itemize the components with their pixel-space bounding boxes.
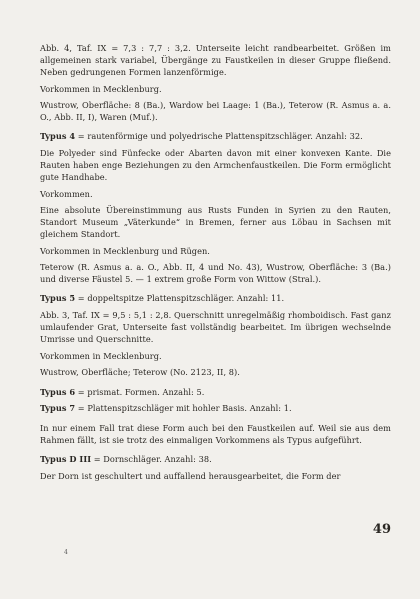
paragraph-text: In nur einem Fall trat diese Form auch bei den Faustkeilen auf. Weil sie aus dem Rahmen fällt, ist sie trotz des einmaligen Vorkommens als Typus aufgeführt. [40,422,391,445]
paragraph-text: Der Dorn ist geschultert und auffallend herausgearbeitet, die Form der [40,471,341,482]
paragraph-text: = prismat. Formen. Anzahl: 5. [75,386,205,397]
paragraph [40,351,391,363]
paragraph [40,246,391,258]
paragraph [40,148,391,184]
paragraph-text: = Plattenspitzschläger mit hohler Basis. Anzahl: 1. [75,402,292,413]
page-number: 49 [372,522,391,537]
paragraph [40,100,391,124]
paragraph [40,131,391,143]
paragraph [40,293,391,305]
paragraph [40,205,391,241]
paragraph-text: Eine absolute Übereinstimmung aus Rusts Funden in Syrien zu den Rauten, Standort Museum „Väterkunde“ in Bremen, ferner aus Löbau in Sachsen mit gleichem Standort. [40,204,391,239]
paragraph-text: Die Polyeder sind Fünfecke oder Abarten davon mit einer konvexen Kante. Die Rauten haben enge Beziehungen zu den Armchenfaustkeilen. Die Form ermöglicht gute Handhabe. [40,148,391,183]
paragraph-text: Wustrow, Oberfläche: 8 (Ba.), Wardow bei Laage: 1 (Ba.), Teterow (R. Asmus a. a. O., Abb. II, I), Waren (Muf.). [40,99,391,122]
paragraph-text: = Dornschläger. Anzahl: 38. [91,454,212,465]
footnote-mark: 4 [64,549,68,556]
paragraph [40,387,391,399]
paragraph-text: Teterow (R. Asmus a. a. O., Abb. II, 4 und No. 43), Wustrow, Oberfläche: 3 (Ba.) und diverse Fäustel 5. — 1 extrem große Form von Wittow (Stral.). [40,261,391,284]
paragraph [40,84,391,96]
paragraph-text: Vorkommen in Mecklenburg. [40,83,162,94]
paragraph-text: Vorkommen in Mecklenburg und Rügen. [40,245,210,256]
type-heading: Typus 7 [40,402,76,413]
paragraph-text: Abb. 3, Taf. IX = 9,5 : 5,1 : 2,8. Querschnitt unregelmäßig rhomboidisch. Fast ganz umlaufender Grat, Unterseite fast vollständig bearbeitet. Im übrigen wechselnde Umrisse und Querschnitte. [40,310,391,345]
paragraph-text: Abb. 4, Taf. IX = 7,3 : 7,7 : 3,2. Unterseite leicht randbearbeitet. Größen im allgemeinen stark variabel, Übergänge zu Faustkeilen in dieser Gruppe fließend. Neben gedrungenen Formen lanzenförmige. [40,43,391,77]
paragraph [40,262,391,286]
paragraph [40,403,391,415]
type-heading: Typus D III [40,454,92,465]
paragraph [40,189,391,201]
type-heading: Typus 4 [40,131,76,142]
paragraph-text: Wustrow, Oberfläche; Teterow (No. 2123, II, 8). [40,366,240,377]
type-heading: Typus 6 [40,386,76,397]
paragraph-text: = rautenförmige und polyedrische Plattenspitzschläger. Anzahl: 32. [75,131,363,142]
paragraph [40,471,391,483]
paragraph [40,423,391,447]
paragraph-text: = doppeltspitze Plattenspitzschläger. Anzahl: 11. [75,293,285,304]
text-body [40,43,391,483]
type-heading: Typus 5 [40,293,76,304]
paragraph [40,43,391,79]
paragraph [40,310,391,346]
paragraph [40,454,391,466]
paragraph-text: Vorkommen. [40,189,93,200]
paragraph-text: Vorkommen in Mecklenburg. [40,351,162,362]
paragraph [40,367,391,379]
